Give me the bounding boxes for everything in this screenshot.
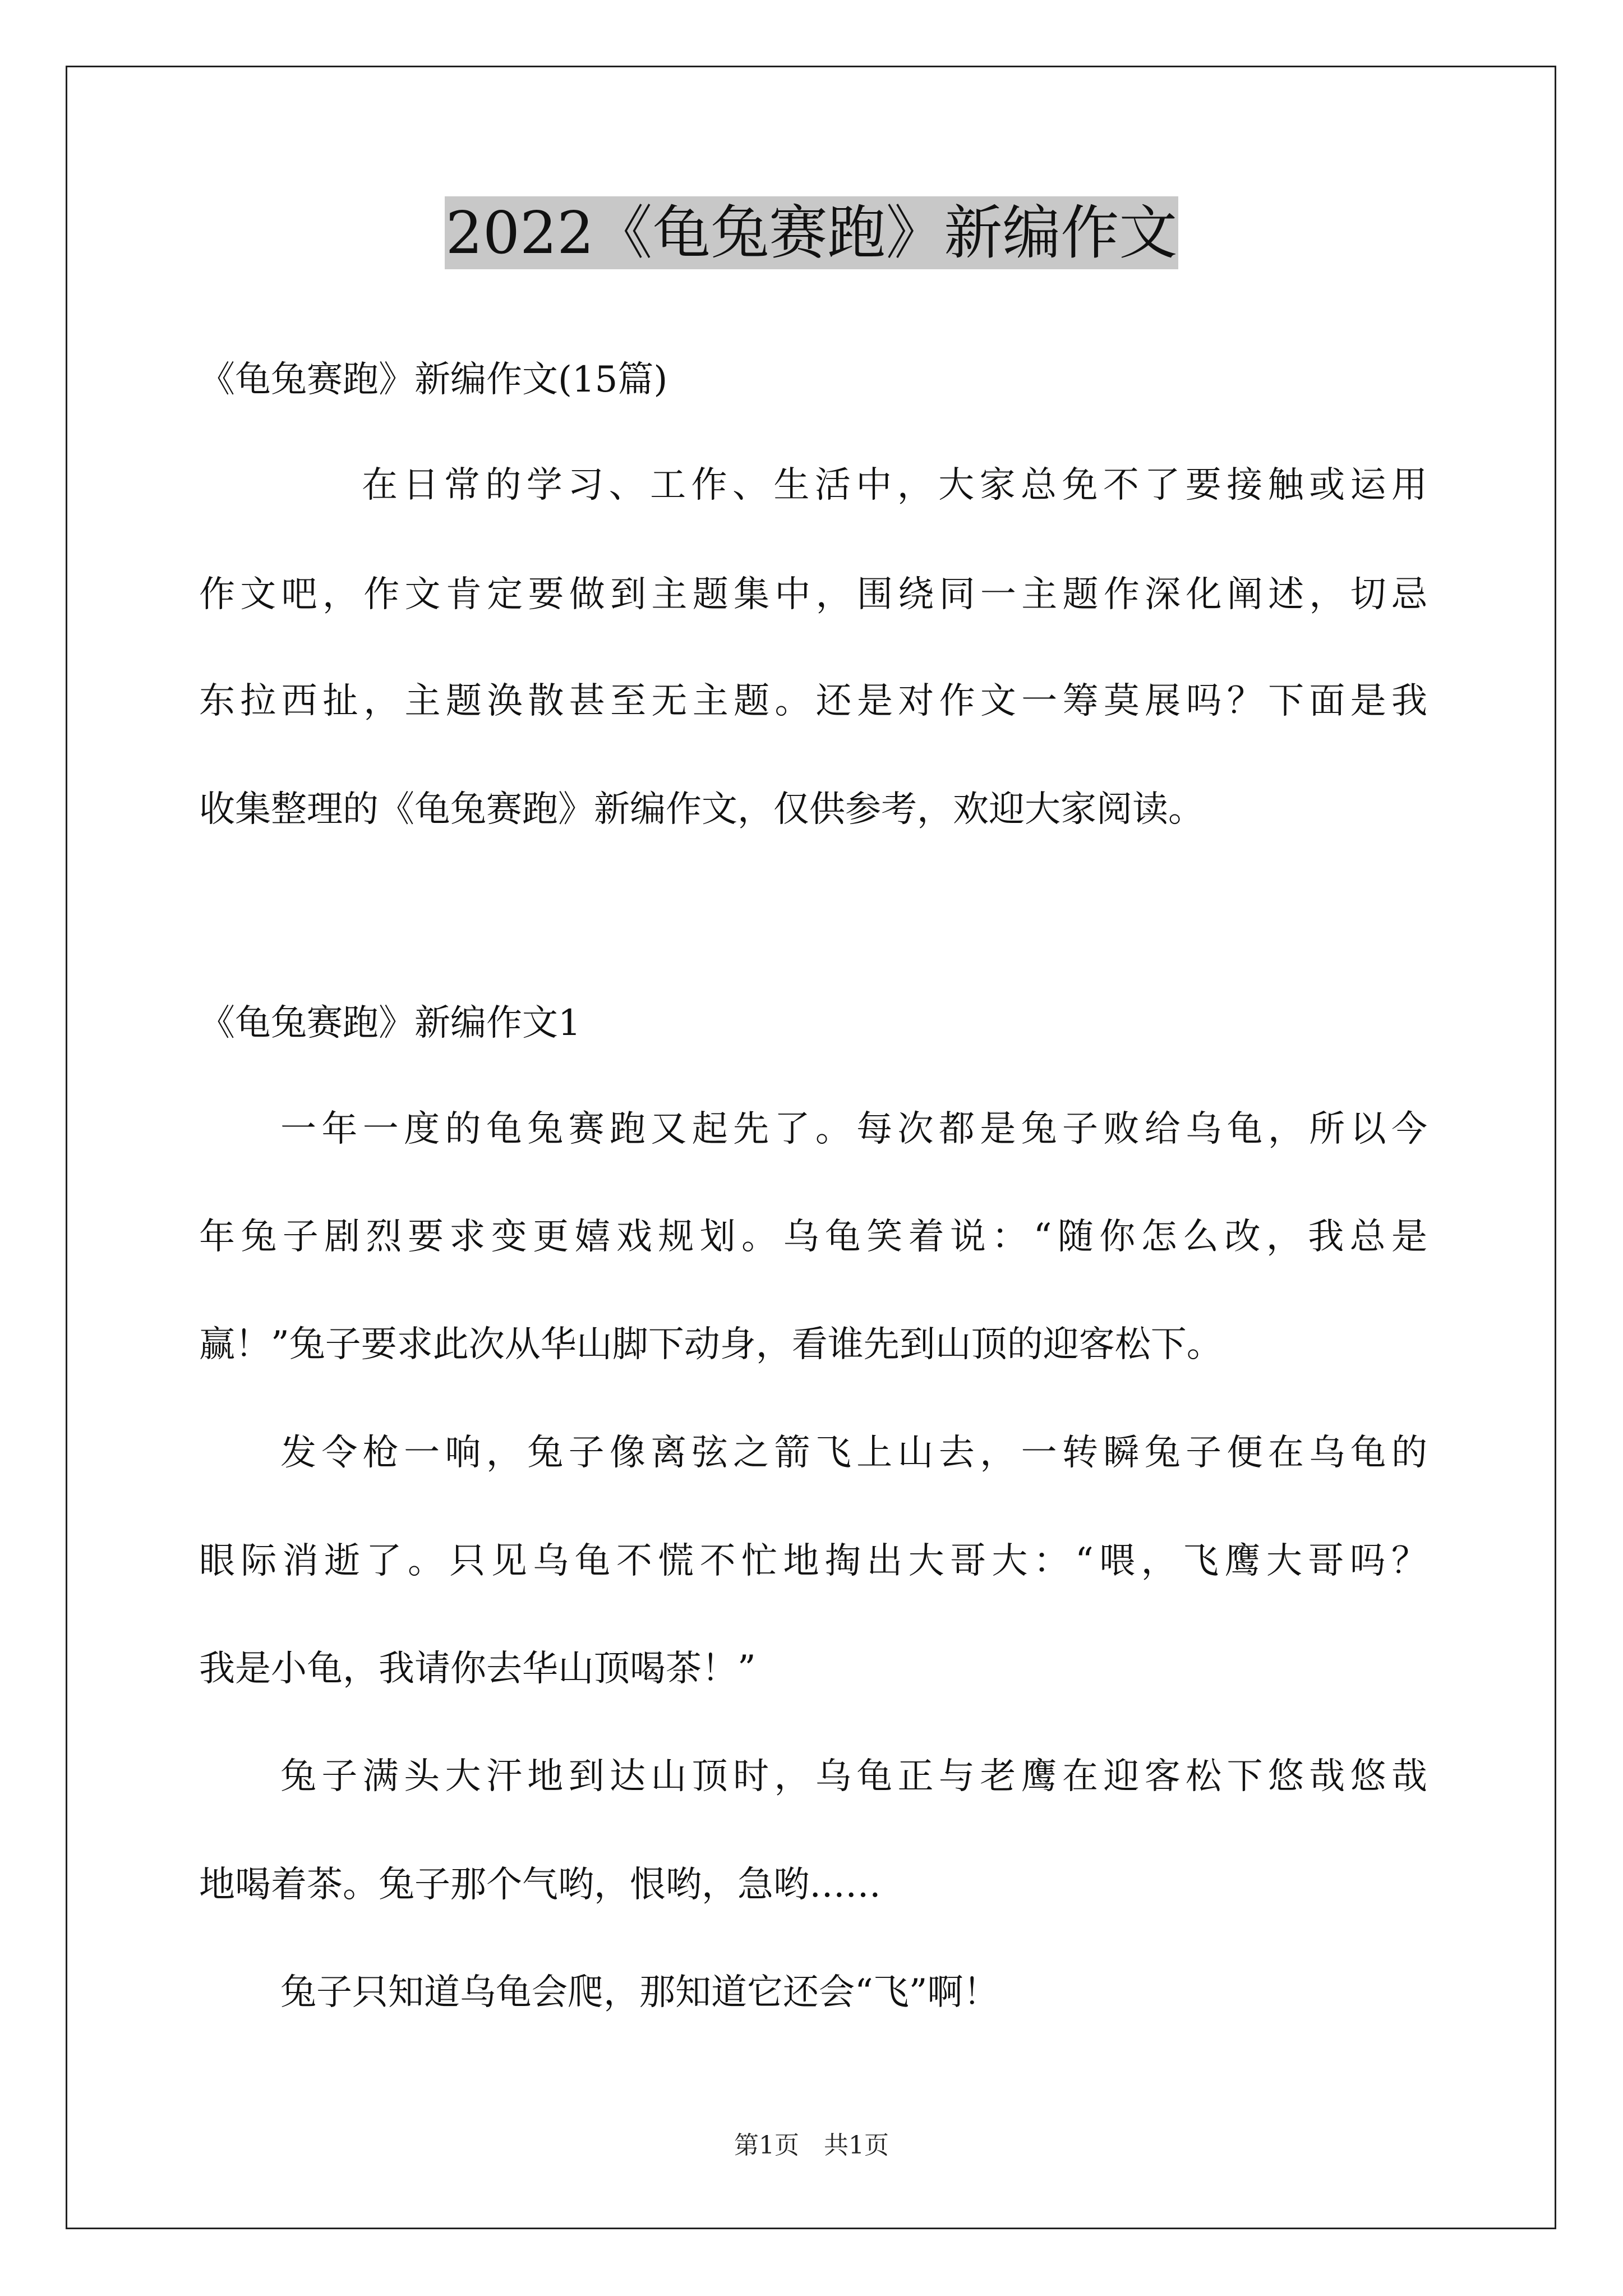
intro-line: 收集整理的《龟兔赛跑》新编作文，仅供参考，欢迎大家阅读。 <box>199 789 1204 830</box>
intro-line: 作文吧，作文肯定要做到主题集中，围绕同一主题作深化阐述，切忌 <box>199 574 1427 615</box>
paragraph-line: 发令枪一响，兔子像离弦之箭飞上山去，一转瞬兔子便在乌龟的 <box>280 1432 1427 1474</box>
section-heading: 《龟兔赛跑》新编作文1 <box>199 1002 581 1044</box>
intro-line: 在日常的学习、工作、生活中，大家总免不了要接触或运用 <box>362 464 1427 506</box>
document-subtitle: 《龟兔赛跑》新编作文(15篇) <box>199 359 668 401</box>
paragraph-line: 眼际消逝了。只见乌龟不慌不忙地掏出大哥大：“喂，飞鹰大哥吗？ <box>199 1540 1427 1582</box>
paragraph-line: 我是小龟，我请你去华山顶喝茶！” <box>199 1648 756 1690</box>
paragraph-line: 年兔子剧烈要求变更嬉戏规划。乌龟笑着说：“随你怎么改，我总是 <box>199 1216 1427 1258</box>
document-title: 2022《龟兔赛跑》新编作文 <box>0 194 1623 272</box>
paragraph-line: 兔子满头大汗地到达山顶时，乌龟正与老鹰在迎客松下悠哉悠哉 <box>280 1756 1427 1797</box>
paragraph-line: 兔子只知道乌龟会爬，那知道它还会“飞”啊！ <box>280 1972 999 2013</box>
paragraph-line: 一年一度的龟兔赛跑又起先了。每次都是兔子败给乌龟，所以今 <box>280 1108 1427 1150</box>
intro-line: 东拉西扯，主题涣散甚至无主题。还是对作文一筹莫展吗？下面是我 <box>199 680 1427 722</box>
paragraph-line: 地喝着茶。兔子那个气哟，恨哟，急哟…… <box>199 1864 881 1906</box>
paragraph-line: 赢！”兔子要求此次从华山脚下动身，看谁先到山顶的迎客松下。 <box>199 1324 1223 1365</box>
page-number-footer: 第1页 共1页 <box>734 2131 889 2160</box>
